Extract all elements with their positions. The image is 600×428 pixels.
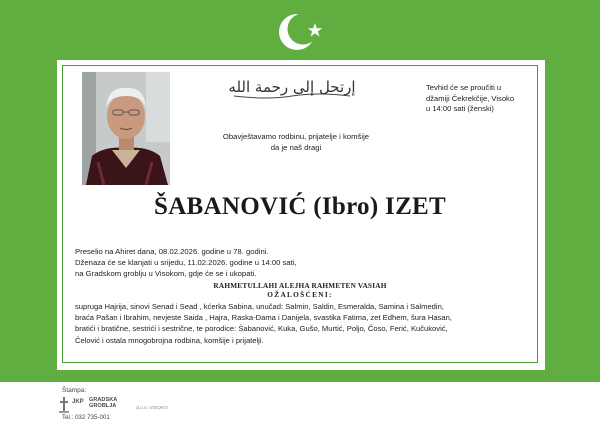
logo-jkp: JKP [72,399,84,405]
logo-city: d.o.o. VISOKO [136,406,168,411]
calligraphy-text: إرتحل إلى رحمة الله [228,78,356,96]
mourners-line: braća Pašan i Ibrahim, nevjeste Saida , Hajra, Raska-Dama i Danijela, svastika Fatima, zet Edhem, šura Hasan, [75,313,452,323]
printer-logo [58,396,168,414]
ceremony-line: Tevhid će se proučiti u [426,83,502,92]
details-line: Dženaza će se klanjati u srijedu, 11.02.2026. godine u 14:00 sati, [75,258,297,267]
details-line: Preselio na Ahiret dana, 08.02.2026. godine u 78. godini. [75,247,269,256]
announcement-intro [196,131,396,153]
cemetery-logo-icon [58,396,70,414]
details-line: na Gradskom groblju u Visokom, gdje će se i ukopati. [75,269,257,278]
arabic-calligraphy [228,70,356,102]
intro-line: Obavještavamo rodbinu, prijatelje i komšije [222,132,370,141]
tevhid-ceremony-info [426,83,544,115]
intro-line: da je naš dragi [270,143,322,152]
crescent-star-icon [277,9,329,55]
print-label: Štampa: [62,387,87,394]
logo-org-line: GROBLJA [89,403,117,410]
logo-organization [89,397,135,409]
funeral-details [75,246,455,279]
mourners-heading: OŽALOŠĆENI: [267,290,333,299]
mourners-line: supruga Hajrija, sinovi Senad i Sead , kćerka Sabina, unučad: Salmin, Saldin, Esmeralda, Samina i Salmedin, [75,302,444,311]
mourners-line: Čelović i ostala mnogobrojna rodbina, komšije i prijatelji. [75,335,264,345]
mourners-line: bratići i bratične, sestrići i sestrične, te porodice: Šabanović, Kuka, Gušo, Murtić, Poljo, Čoso, Ferić, Kučuković, [75,324,448,334]
mourners-list [75,301,535,346]
printer-phone: Tel.: 032 735-001 [62,414,110,421]
deceased-portrait-photo [82,72,170,185]
logo-org-line: GRADSKA [89,397,118,403]
ceremony-line: džamiji Čekrekčije, Visoko [426,93,515,103]
prayer-phrase: RAHMETULLAHI ALEJHA RAHMETEN VASIAH [213,281,387,290]
ceremony-line: u 14:00 sati (ženski) [426,104,494,114]
deceased-name: ŠABANOVIĆ (Ibro) IZET [153,193,446,220]
